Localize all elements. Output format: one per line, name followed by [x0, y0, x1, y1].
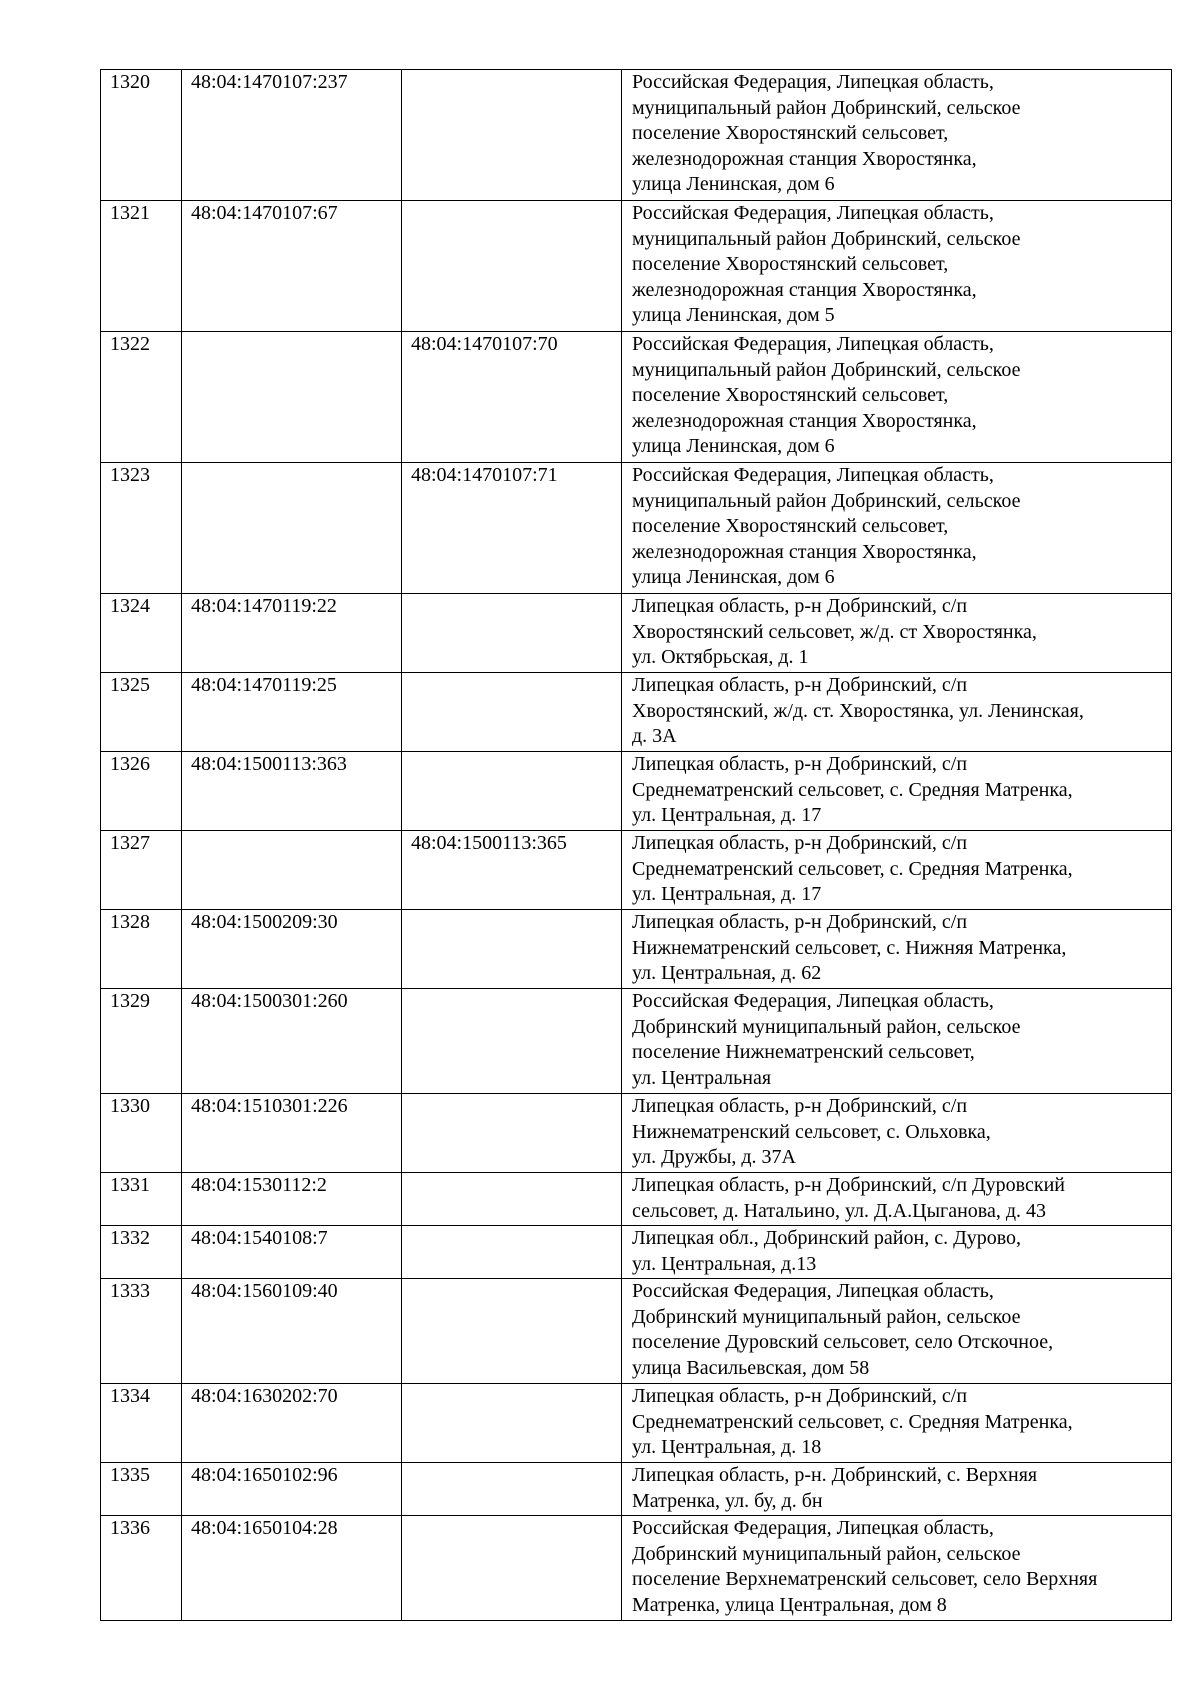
- building-cadastral-number: [402, 1516, 622, 1621]
- object-address: Российская Федерация, Липецкая область, муниципальный район Добринский, сельское поселение Хворостянский сельсовет, железнодорожная станция Хворостянка, улица Ленинская, дом 6: [622, 463, 1172, 594]
- object-address: Липецкая область, р-н Добринский, с/п Нижнематренский сельсовет, с. Ольховка, ул. Дружбы, д. 37А: [622, 1094, 1172, 1173]
- table-row: [101, 1463, 1172, 1516]
- table-row: [101, 673, 1172, 752]
- building-cadastral-number: [402, 1094, 622, 1173]
- object-address: Российская Федерация, Липецкая область, муниципальный район Добринский, сельское поселение Хворостянский сельсовет, железнодорожная станция Хворостянка, улица Ленинская, дом 5: [622, 201, 1172, 332]
- table-row: [101, 70, 1172, 201]
- object-address: Липецкая область, р-н Добринский, с/п Среднематренский сельсовет, с. Средняя Матренка, ул. Центральная, д. 18: [622, 1384, 1172, 1463]
- building-cadastral-number: [402, 594, 622, 673]
- land-cadastral-number: 48:04:1530112:2: [182, 1173, 402, 1226]
- land-cadastral-number: [182, 332, 402, 463]
- row-number: 1328: [101, 910, 182, 989]
- land-cadastral-number: 48:04:1650102:96: [182, 1463, 402, 1516]
- table-row: [101, 1279, 1172, 1384]
- row-number: 1321: [101, 201, 182, 332]
- row-number: 1335: [101, 1463, 182, 1516]
- property-registry-table: [100, 69, 1172, 1621]
- building-cadastral-number: 48:04:1470107:71: [402, 463, 622, 594]
- row-number: 1331: [101, 1173, 182, 1226]
- land-cadastral-number: 48:04:1540108:7: [182, 1226, 402, 1279]
- table-row: [101, 1226, 1172, 1279]
- object-address: Российская Федерация, Липецкая область, муниципальный район Добринский, сельское поселение Хворостянский сельсовет, железнодорожная станция Хворостянка, улица Ленинская, дом 6: [622, 70, 1172, 201]
- table-row: [101, 1384, 1172, 1463]
- row-number: 1329: [101, 989, 182, 1094]
- row-number: 1326: [101, 752, 182, 831]
- building-cadastral-number: [402, 1279, 622, 1384]
- building-cadastral-number: 48:04:1470107:70: [402, 332, 622, 463]
- object-address: Липецкая область, р-н Добринский, с/п Среднематренский сельсовет, с. Средняя Матренка, ул. Центральная, д. 17: [622, 752, 1172, 831]
- land-cadastral-number: 48:04:1510301:226: [182, 1094, 402, 1173]
- table-row: [101, 1516, 1172, 1621]
- land-cadastral-number: [182, 831, 402, 910]
- building-cadastral-number: [402, 910, 622, 989]
- object-address: Липецкая область, р-н Добринский, с/п Дуровский сельсовет, д. Натальино, ул. Д.А.Цыганова, д. 43: [622, 1173, 1172, 1226]
- building-cadastral-number: [402, 673, 622, 752]
- building-cadastral-number: [402, 1463, 622, 1516]
- land-cadastral-number: 48:04:1500301:260: [182, 989, 402, 1094]
- object-address: Липецкая область, р-н. Добринский, с. Верхняя Матренка, ул. бу, д. бн: [622, 1463, 1172, 1516]
- row-number: 1330: [101, 1094, 182, 1173]
- building-cadastral-number: [402, 1384, 622, 1463]
- building-cadastral-number: [402, 752, 622, 831]
- table-row: [101, 752, 1172, 831]
- object-address: Липецкая область, р-н Добринский, с/п Хворостянский, ж/д. ст. Хворостянка, ул. Ленинская, д. 3А: [622, 673, 1172, 752]
- table-row: [101, 332, 1172, 463]
- object-address: Российская Федерация, Липецкая область, Добринский муниципальный район, сельское поселение Нижнематренский сельсовет, ул. Центральная: [622, 989, 1172, 1094]
- land-cadastral-number: 48:04:1650104:28: [182, 1516, 402, 1621]
- row-number: 1336: [101, 1516, 182, 1621]
- land-cadastral-number: [182, 463, 402, 594]
- object-address: Российская Федерация, Липецкая область, муниципальный район Добринский, сельское поселение Хворостянский сельсовет, железнодорожная станция Хворостянка, улица Ленинская, дом 6: [622, 332, 1172, 463]
- building-cadastral-number: [402, 1173, 622, 1226]
- row-number: 1322: [101, 332, 182, 463]
- object-address: Российская Федерация, Липецкая область, Добринский муниципальный район, сельское поселение Дуровский сельсовет, село Отскочное, улица Васильевская, дом 58: [622, 1279, 1172, 1384]
- table-row: [101, 1173, 1172, 1226]
- row-number: 1320: [101, 70, 182, 201]
- row-number: 1333: [101, 1279, 182, 1384]
- object-address: Липецкая обл., Добринский район, с. Дурово, ул. Центральная, д.13: [622, 1226, 1172, 1279]
- object-address: Липецкая область, р-н Добринский, с/п Среднематренский сельсовет, с. Средняя Матренка, ул. Центральная, д. 17: [622, 831, 1172, 910]
- row-number: 1324: [101, 594, 182, 673]
- row-number: 1327: [101, 831, 182, 910]
- table-row: [101, 1094, 1172, 1173]
- table-row: [101, 831, 1172, 910]
- table-row: [101, 463, 1172, 594]
- building-cadastral-number: [402, 70, 622, 201]
- table-row: [101, 989, 1172, 1094]
- building-cadastral-number: 48:04:1500113:365: [402, 831, 622, 910]
- land-cadastral-number: 48:04:1560109:40: [182, 1279, 402, 1384]
- land-cadastral-number: 48:04:1470107:67: [182, 201, 402, 332]
- object-address: Липецкая область, р-н Добринский, с/п Нижнематренский сельсовет, с. Нижняя Матренка, ул. Центральная, д. 62: [622, 910, 1172, 989]
- table-row: [101, 594, 1172, 673]
- land-cadastral-number: 48:04:1470119:22: [182, 594, 402, 673]
- building-cadastral-number: [402, 201, 622, 332]
- table-row: [101, 910, 1172, 989]
- row-number: 1325: [101, 673, 182, 752]
- building-cadastral-number: [402, 989, 622, 1094]
- row-number: 1323: [101, 463, 182, 594]
- land-cadastral-number: 48:04:1500113:363: [182, 752, 402, 831]
- row-number: 1332: [101, 1226, 182, 1279]
- object-address: Российская Федерация, Липецкая область, Добринский муниципальный район, сельское поселение Верхнематренский сельсовет, село Верхняя Матренка, улица Центральная, дом 8: [622, 1516, 1172, 1621]
- land-cadastral-number: 48:04:1630202:70: [182, 1384, 402, 1463]
- building-cadastral-number: [402, 1226, 622, 1279]
- table-row: [101, 201, 1172, 332]
- land-cadastral-number: 48:04:1500209:30: [182, 910, 402, 989]
- row-number: 1334: [101, 1384, 182, 1463]
- land-cadastral-number: 48:04:1470119:25: [182, 673, 402, 752]
- object-address: Липецкая область, р-н Добринский, с/п Хворостянский сельсовет, ж/д. ст Хворостянка, ул. Октябрьская, д. 1: [622, 594, 1172, 673]
- land-cadastral-number: 48:04:1470107:237: [182, 70, 402, 201]
